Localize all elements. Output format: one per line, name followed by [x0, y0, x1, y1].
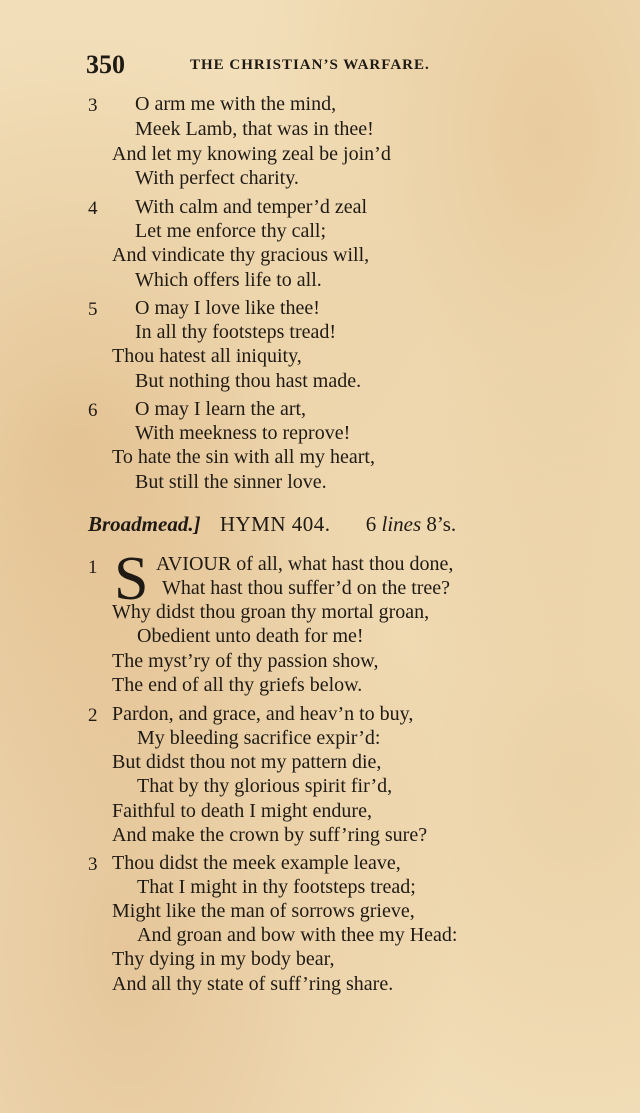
verse-line: Might like the man of sorrows grieve, [112, 900, 415, 922]
verse-number: 1 [88, 557, 98, 578]
verse-line: With perfect charity. [135, 167, 299, 189]
drop-cap: S [114, 545, 149, 613]
hymn-meter: 6 lines 8’s. [365, 512, 457, 536]
verse-line: But still the sinner love. [135, 471, 327, 493]
verse-line: Which offers life to all. [135, 269, 322, 291]
verse-number: 3 [88, 854, 98, 875]
verse-line: In all thy footsteps tread! [135, 321, 337, 343]
verse-line: My bleeding sacrifice expir’d: [137, 727, 381, 749]
running-title: THE CHRISTIAN’S WARFARE. [190, 57, 430, 73]
verse-line: The end of all thy griefs below. [112, 674, 363, 696]
verse-line: With meekness to reprove! [135, 422, 351, 444]
hymn-number: HYMN 404. [219, 512, 331, 536]
verse-line: And groan and bow with thee my Head: [137, 924, 458, 946]
verse-line: Faithful to death I might endure, [112, 800, 372, 822]
verse-line: Pardon, and grace, and heav’n to buy, [112, 703, 414, 725]
verse-line: And vindicate thy gracious will, [112, 244, 370, 266]
verse-line: That by thy glorious spirit fir’d, [137, 775, 393, 797]
verse-number: 2 [88, 705, 98, 726]
verse-line: What hast thou suffer’d on the tree? [162, 577, 451, 599]
verse-line: But didst thou not my pattern die, [112, 751, 382, 773]
verse-number: 5 [88, 299, 98, 320]
verse-line: With calm and temper’d zeal [135, 196, 368, 218]
verse-line: And make the crown by suff’ring sure? [112, 824, 428, 846]
verse-number: 6 [88, 400, 98, 421]
verse-line: And all thy state of suff’ring share. [112, 973, 394, 995]
verse-line: Thou didst the meek example leave, [112, 852, 401, 874]
verse-line: But nothing thou hast made. [135, 370, 362, 392]
verse-number: 4 [88, 198, 98, 219]
page-number: 350 [86, 50, 125, 79]
verse-line: O may I love like thee! [135, 297, 320, 319]
verse-line: AVIOUR of all, what hast thou done, [156, 553, 454, 575]
verse-line: Let me enforce thy call; [135, 220, 327, 242]
page-header [86, 50, 506, 82]
hymn-heading [88, 512, 456, 537]
verse-line: O arm me with the mind, [135, 93, 337, 115]
verse-line: That I might in thy footsteps tread; [137, 876, 416, 898]
verse-line: The myst’ry of thy passion show, [112, 650, 379, 672]
tune-name: Broadmead.] [88, 512, 201, 536]
verse-line: Why didst thou groan thy mortal groan, [112, 601, 430, 623]
verse-line: To hate the sin with all my heart, [112, 446, 375, 468]
verse-line: Meek Lamb, that was in thee! [135, 118, 374, 140]
verse-line: Thy dying in my body bear, [112, 948, 335, 970]
verse-line: Obedient unto death for me! [137, 625, 364, 647]
verse-line: Thou hatest all iniquity, [112, 345, 302, 367]
verse-number: 3 [88, 95, 98, 116]
verse-line: O may I learn the art, [135, 398, 307, 420]
verse-line: And let my knowing zeal be join’d [112, 143, 391, 165]
